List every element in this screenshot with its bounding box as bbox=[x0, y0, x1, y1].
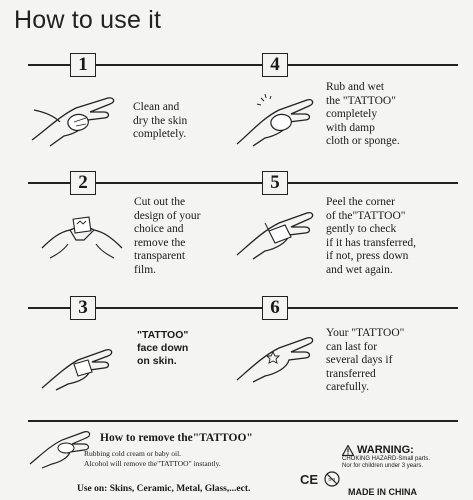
warning-line-2: Nor for children under 3 years. bbox=[342, 463, 424, 469]
step-1-text: Clean and dry the skin completely. bbox=[133, 101, 188, 140]
remove-line-1: Rubbing cold cream or baby oil. bbox=[84, 449, 182, 458]
warning-title: WARNING: bbox=[357, 444, 414, 456]
step-5-illustration bbox=[235, 205, 320, 260]
age-mark: 0-3 bbox=[328, 477, 336, 482]
step-1-illustration bbox=[30, 88, 120, 148]
made-in-label: MADE IN CHINA bbox=[348, 487, 417, 497]
step-5-text: Peel the corner of the"TATTOO" gently to check if it has transferred, if not, press down and wet again. bbox=[326, 196, 417, 276]
ce-mark: CE bbox=[300, 472, 319, 487]
step-2-number: 2 bbox=[70, 171, 96, 195]
step-2-text: Cut out the design of your choice and remove the transparent film. bbox=[134, 196, 201, 276]
warning-line-1: CHOKING HAZARD-Small parts. bbox=[342, 456, 431, 462]
warning-triangle-icon bbox=[342, 445, 354, 456]
step-5-number: 5 bbox=[262, 171, 288, 195]
divider-row-4 bbox=[28, 420, 458, 422]
page-title: How to use it bbox=[14, 6, 162, 34]
step-4-text: Rub and wet the "TATTOO" completely with damp cloth or sponge. bbox=[326, 81, 400, 147]
step-3-number: 3 bbox=[70, 296, 96, 320]
step-6-illustration bbox=[235, 328, 320, 383]
step-2-illustration bbox=[40, 208, 125, 263]
step-3-illustration bbox=[40, 342, 120, 392]
remove-title: How to remove the"TATTOO" bbox=[100, 432, 253, 444]
ce-and-age-marks bbox=[300, 470, 342, 488]
step-3-text: "TATTOO" face down on skin. bbox=[137, 329, 189, 367]
step-1-number: 1 bbox=[70, 53, 96, 77]
step-4-number: 4 bbox=[262, 53, 288, 77]
remove-line-2: Alcohol will remove the"TATTOO" instantly. bbox=[84, 459, 221, 468]
use-on-text: Use on: Skins, Ceramic, Metal, Glass,...ect. bbox=[77, 484, 251, 494]
step-6-text: Your "TATTOO" can last for several days if transferred carefully. bbox=[326, 327, 405, 393]
step-4-illustration bbox=[235, 88, 320, 148]
step-6-number: 6 bbox=[262, 296, 288, 320]
warning-block bbox=[342, 444, 472, 470]
